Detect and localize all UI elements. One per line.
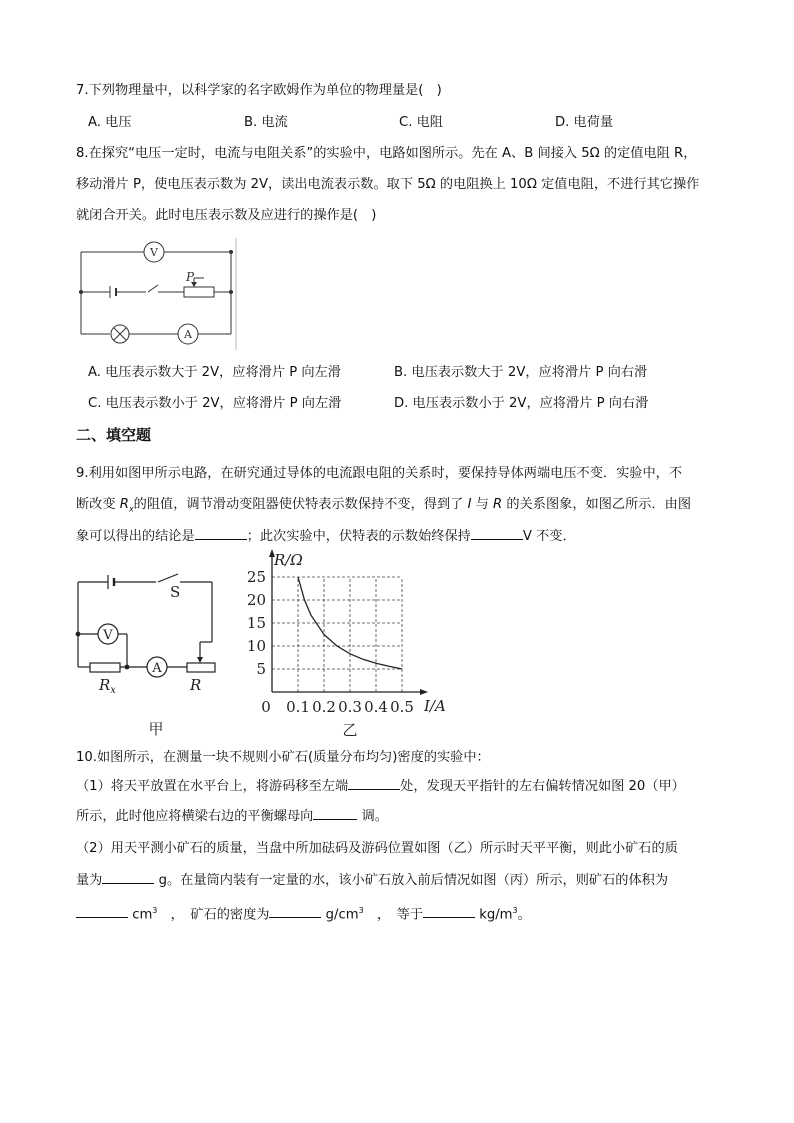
q9-caption-yi: 乙: [342, 721, 358, 739]
q9-r-label: R: [190, 676, 202, 694]
q10-part2-line3: $cm^3$ ， 矿石的密度为 $g/cm^3$ ， 等于 $kg/m^3$。: [76, 902, 531, 924]
chart-y-axis-label: R/Ω: [274, 551, 303, 569]
x-tick-label: 0.3: [338, 698, 362, 716]
x-axis-arrow: [420, 689, 428, 695]
q9-rx-label: $R_x$: [99, 676, 116, 696]
q7-option-c: C. 电阻: [399, 115, 443, 130]
y-tick-label: 5: [256, 660, 266, 678]
q8-voltmeter-label: V: [150, 246, 158, 259]
q9-voltmeter-label: V: [103, 628, 113, 643]
q10-part2-line1: （2）用天平测小矿石的质量，当盘中所加砝码及游码位置如图（乙）所示时天平平衡，则此小矿石的质: [76, 841, 678, 856]
q10-part1-line2: 所示，此时他应将横梁右边的平衡螺母向 调。: [76, 809, 388, 824]
q9-caption-jia: 甲: [148, 720, 164, 738]
q9-switch-label: S: [170, 583, 181, 601]
q7-stem: 7.下列物理量中，以科学家的名字欧姆作为单位的物理量是( ): [76, 83, 442, 98]
q9-blank-voltage[interactable]: [471, 527, 523, 540]
x-tick-label: 0.1: [286, 698, 310, 716]
q8-option-b: B. 电压表示数大于 2V，应将滑片 P 向右滑: [394, 365, 648, 380]
q10-stem: 10.如图所示，在测量一块不规则小矿石(质量分布均匀)密度的实验中：: [76, 750, 490, 765]
q10-blank-volume[interactable]: [76, 905, 128, 918]
q8-option-d: D. 电压表示数小于 2V，应将滑片 P 向右滑: [394, 396, 649, 411]
x-tick-label: 0.4: [364, 698, 388, 716]
q10-blank-direction[interactable]: [313, 807, 357, 820]
q9-blank-conclusion[interactable]: [195, 527, 247, 540]
q7-option-d: D. 电荷量: [555, 115, 614, 130]
q8-option-c: C. 电压表示数小于 2V，应将滑片 P 向左滑: [88, 396, 342, 411]
chart-x-axis-label: I/A: [424, 697, 446, 715]
y-tick-label: 20: [246, 591, 266, 609]
x-tick-label: 0.2: [312, 698, 336, 716]
q9-ammeter-label: A: [152, 661, 162, 676]
q10-part2-line2: 量为 g。在量筒内装有一定量的水，该小矿石放入前后情况如图（丙）所示，则矿石的体积为: [76, 873, 669, 888]
y-tick-label: 10: [246, 637, 266, 655]
q8-circuit-diagram: [76, 238, 246, 350]
q10-blank-mass[interactable]: [102, 871, 154, 884]
q8-stem-line2: 移动滑片 P，使电压表示数为 2V，读出电流表示数。取下 5Ω 的电阻换上 10Ω 定值电阻，不进行其它操作: [76, 177, 700, 192]
q8-ammeter-label: A: [184, 328, 192, 341]
x-tick-label: 0.5: [390, 698, 414, 716]
q10-blank-density-gcm3[interactable]: [269, 905, 321, 918]
y-tick-label: 15: [246, 614, 266, 632]
q10-part1-line1: （1）将天平放置在水平台上，将游码移至左端 处，发现天平指针的左右偏转情况如图 20（甲）: [76, 779, 685, 794]
q8-stem-line3: 就闭合开关。此时电压表示数及应进行的操作是( ): [76, 208, 377, 223]
q7-option-b: B. 电流: [244, 115, 288, 130]
q9-stem-line1: 9.利用如图甲所示电路，在研究通过导体的电流跟电阻的关系时，要保持导体两端电压不变．实验中，不: [76, 466, 683, 481]
q9-stem-line2: 断改变 $R_x$的阻值，调节滑动变阻器使伏特表示数保持不变，得到了 I 与 R 的关系图象，如图乙所示．由图: [76, 497, 692, 514]
q8-slider-label: P: [186, 270, 195, 284]
x-tick-label: 0: [261, 698, 271, 716]
q9-circuit-jia: [72, 572, 222, 742]
q9-graph-yi: [240, 545, 455, 740]
q7-option-a: A. 电压: [88, 115, 132, 130]
y-tick-label: 25: [246, 568, 266, 586]
q10-blank-zero-mark[interactable]: [348, 777, 400, 790]
section-title-fill-in: 二、填空题: [76, 426, 152, 444]
q9-stem-line3: 象可以得出的结论是 ；此次实验中，伏特表的示数始终保持 V 不变．: [76, 529, 576, 544]
q8-option-a: A. 电压表示数大于 2V，应将滑片 P 向左滑: [88, 365, 341, 380]
q8-stem-line1: 8.在探究“电压一定时，电流与电阻关系”的实验中，电路如图所示。先在 A、B 间接入 5Ω 的定值电阻 R，: [76, 146, 697, 161]
q10-blank-density-kgm3[interactable]: [423, 905, 475, 918]
